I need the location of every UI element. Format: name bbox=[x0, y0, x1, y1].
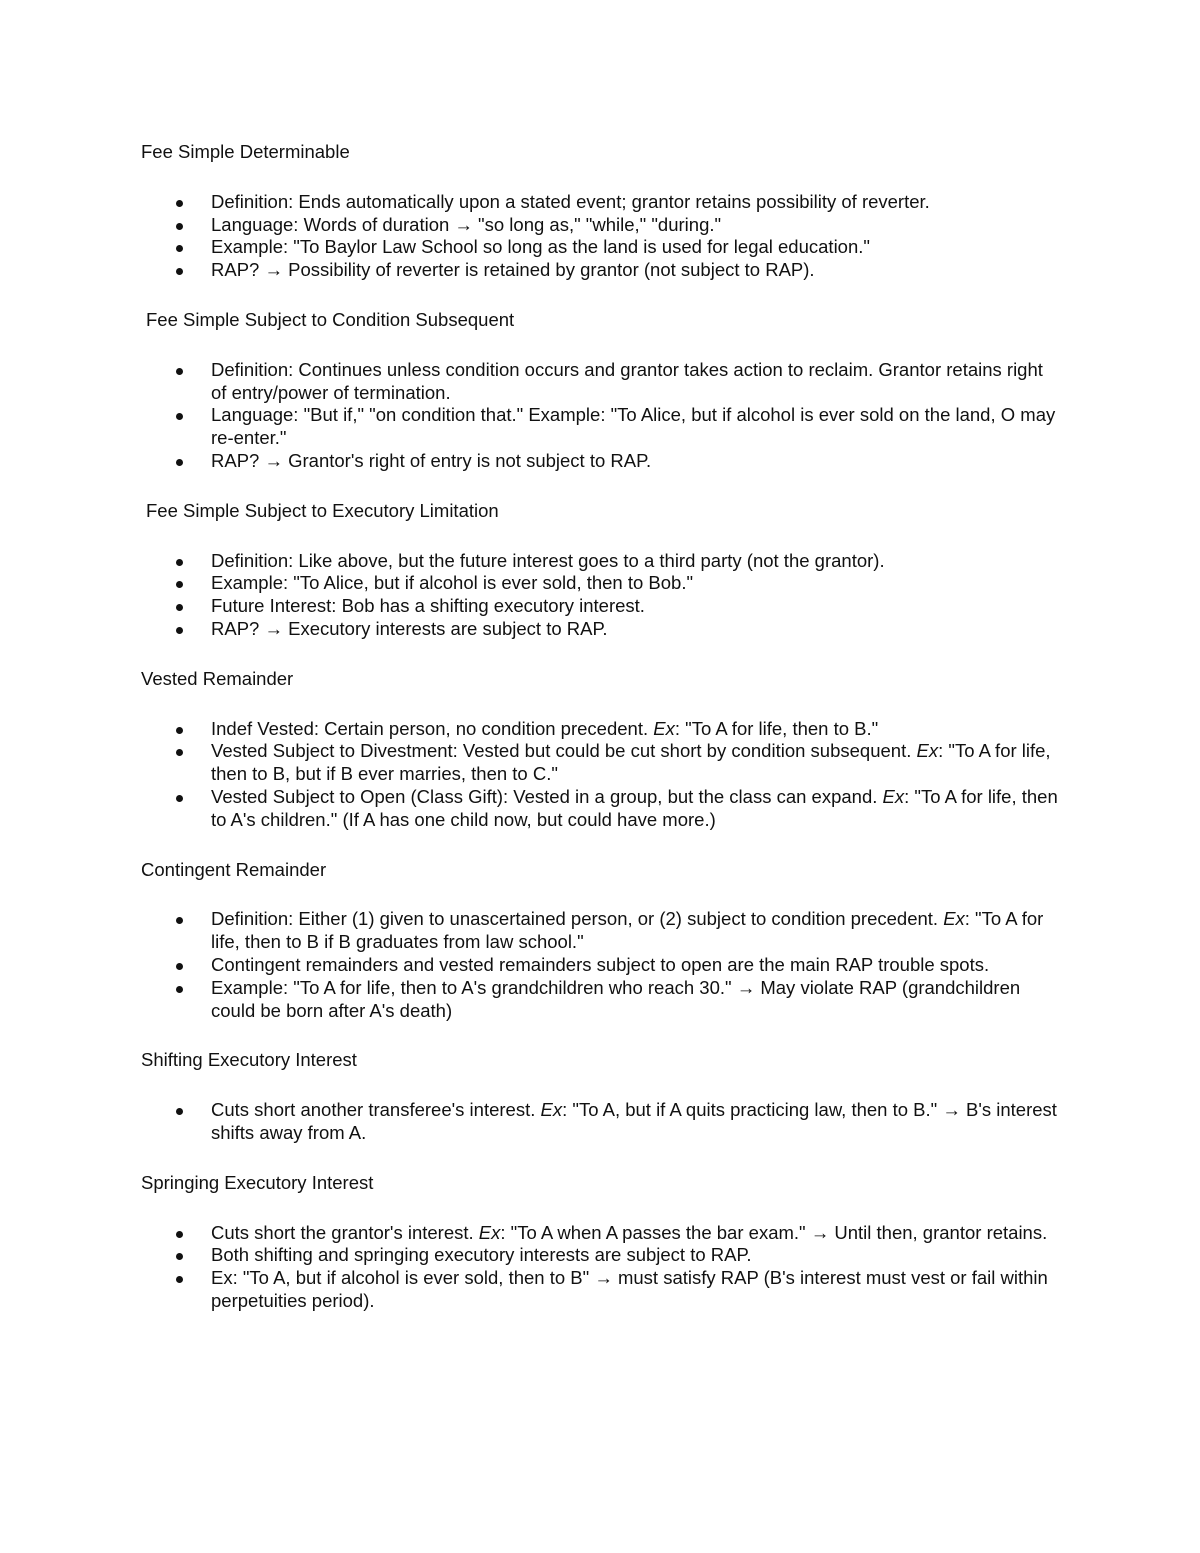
bullet-list bbox=[141, 1099, 1061, 1145]
bullet-icon bbox=[176, 917, 183, 924]
list-item-text bbox=[211, 618, 1061, 641]
bullet-icon bbox=[176, 581, 183, 588]
list-item bbox=[141, 595, 1061, 618]
bullet-icon bbox=[176, 413, 183, 420]
bullet-icon bbox=[176, 749, 183, 756]
list-item-text bbox=[211, 214, 1061, 237]
list-item bbox=[141, 1222, 1061, 1245]
list-item bbox=[141, 359, 1061, 405]
italic-text: Ex bbox=[916, 740, 939, 762]
italic-text: Ex bbox=[653, 717, 675, 739]
text-segment: RAP? → Possibility of reverter is retained by grantor (not subject to RAP). bbox=[211, 259, 815, 281]
list-item-text bbox=[211, 404, 1061, 450]
list-item-text bbox=[211, 954, 1061, 977]
text-segment: Ex: "To A, but if alcohol is ever sold, then to B" → must satisfy RAP (B's interest must vest or fail within perpetuities period). bbox=[211, 1267, 1048, 1311]
list-item bbox=[141, 259, 1061, 282]
section-heading: Fee Simple Subject to Executory Limitation bbox=[146, 499, 499, 521]
list-item bbox=[141, 954, 1061, 977]
bullet-icon bbox=[176, 268, 183, 275]
list-item bbox=[141, 236, 1061, 259]
text-segment: Indef Vested: Certain person, no condition precedent. bbox=[211, 717, 654, 739]
list-item-text bbox=[211, 259, 1061, 282]
bullet-icon bbox=[176, 1276, 183, 1283]
italic-text: Ex bbox=[882, 785, 905, 807]
text-segment: Contingent remainders and vested remainders subject to open are the main RAP trouble spots. bbox=[211, 953, 990, 975]
list-item bbox=[141, 404, 1061, 450]
bullet-list bbox=[141, 191, 1061, 282]
list-item-text bbox=[211, 977, 1061, 1023]
bullet-list bbox=[141, 908, 1061, 1022]
text-segment: Example: "To Alice, but if alcohol is ever sold, then to Bob." bbox=[211, 572, 694, 594]
list-item-text bbox=[211, 1267, 1061, 1313]
list-item-text bbox=[211, 1244, 1061, 1267]
text-segment: Definition: Continues unless condition occurs and grantor takes action to reclaim. Grantor retains right of entry/power of termination. bbox=[211, 358, 1043, 403]
list-item-text bbox=[211, 236, 1061, 259]
bullet-icon bbox=[176, 245, 183, 252]
text-segment: Both shifting and springing executory interests are subject to RAP. bbox=[211, 1244, 752, 1266]
list-item-text bbox=[211, 908, 1061, 954]
list-item-text bbox=[211, 786, 1061, 832]
bullet-list bbox=[141, 1222, 1061, 1313]
list-item bbox=[141, 618, 1061, 641]
list-item bbox=[141, 1099, 1061, 1145]
list-item bbox=[141, 572, 1061, 595]
bullet-icon bbox=[176, 627, 183, 634]
text-segment: Cuts short another transferee's interest. bbox=[211, 1099, 541, 1121]
text-segment: Vested Subject to Open (Class Gift): Vested in a group, but the class can expand. bbox=[211, 785, 883, 807]
list-item bbox=[141, 908, 1061, 954]
bullet-icon bbox=[176, 459, 183, 466]
list-item bbox=[141, 450, 1061, 473]
list-item-text bbox=[211, 1099, 1061, 1145]
list-item bbox=[141, 718, 1061, 741]
bullet-icon bbox=[176, 986, 183, 993]
list-item bbox=[141, 786, 1061, 832]
document-body bbox=[141, 141, 1061, 1340]
list-item bbox=[141, 740, 1061, 786]
section-heading: Shifting Executory Interest bbox=[141, 1049, 357, 1071]
bullet-icon bbox=[176, 200, 183, 207]
list-item bbox=[141, 977, 1061, 1023]
list-item-text bbox=[211, 1222, 1061, 1245]
list-item bbox=[141, 1244, 1061, 1267]
text-segment: : "To A for life, then to B." bbox=[674, 717, 879, 739]
list-item-text bbox=[211, 550, 1061, 573]
bullet-list bbox=[141, 718, 1061, 832]
text-segment: Definition: Ends automatically upon a stated event; grantor retains possibility of reverter. bbox=[211, 190, 930, 212]
bullet-list bbox=[141, 359, 1061, 473]
section-heading: Springing Executory Interest bbox=[141, 1171, 374, 1193]
italic-text: Ex bbox=[943, 908, 965, 930]
text-segment: : "To A for life, then to B, but if B ever marries, then to C." bbox=[211, 740, 1051, 785]
text-segment: : "To A for life, then to B if B graduates from law school." bbox=[211, 908, 1044, 953]
list-item-text bbox=[211, 595, 1061, 618]
bullet-icon bbox=[176, 368, 183, 375]
bullet-icon bbox=[176, 795, 183, 802]
bullet-icon bbox=[176, 1253, 183, 1260]
text-segment: Cuts short the grantor's interest. bbox=[211, 1221, 479, 1243]
text-segment: RAP? → Grantor's right of entry is not subject to RAP. bbox=[211, 449, 652, 471]
list-item bbox=[141, 1267, 1061, 1313]
list-item-text bbox=[211, 572, 1061, 595]
text-segment: Example: "To Baylor Law School so long as the land is used for legal education." bbox=[211, 236, 870, 258]
bullet-icon bbox=[176, 559, 183, 566]
text-segment: RAP? → Executory interests are subject to RAP. bbox=[211, 617, 608, 639]
text-segment: Language: "But if," "on condition that." Example: "To Alice, but if alcohol is ever sold on the land, O may re-enter." bbox=[211, 404, 1056, 449]
bullet-list bbox=[141, 550, 1061, 641]
section-heading: Vested Remainder bbox=[141, 667, 294, 689]
section-heading: Fee Simple Subject to Condition Subsequent bbox=[146, 308, 515, 330]
bullet-icon bbox=[176, 1108, 183, 1115]
text-segment: Language: Words of duration → "so long as," "while," "during." bbox=[211, 213, 722, 235]
text-segment: Future Interest: Bob has a shifting executory interest. bbox=[211, 595, 645, 617]
text-segment: : "To A for life, then to A's children." (If A has one child now, but could have more.) bbox=[211, 785, 1058, 830]
text-segment: Vested Subject to Divestment: Vested but could be cut short by condition subsequent. bbox=[211, 740, 917, 762]
text-segment: : "To A when A passes the bar exam." → Until then, grantor retains. bbox=[500, 1221, 1048, 1243]
list-item bbox=[141, 550, 1061, 573]
list-item bbox=[141, 214, 1061, 237]
section-heading: Contingent Remainder bbox=[141, 858, 327, 880]
section-heading: Fee Simple Determinable bbox=[141, 141, 350, 162]
list-item-text bbox=[211, 359, 1061, 405]
list-item bbox=[141, 191, 1061, 214]
list-item-text bbox=[211, 450, 1061, 473]
bullet-icon bbox=[176, 727, 183, 734]
list-item-text bbox=[211, 191, 1061, 214]
italic-text: Ex bbox=[478, 1221, 501, 1243]
list-item-text bbox=[211, 740, 1061, 786]
bullet-icon bbox=[176, 223, 183, 230]
text-segment: Definition: Like above, but the future interest goes to a third party (not the grantor). bbox=[211, 549, 885, 571]
text-segment: Example: "To A for life, then to A's grandchildren who reach 30." → May violate RAP (grandchildren could be born after A's death) bbox=[211, 976, 1021, 1021]
text-segment: : "To A, but if A quits practicing law, then to B." → B's interest shifts away from A. bbox=[211, 1099, 1057, 1143]
bullet-icon bbox=[176, 963, 183, 970]
bullet-icon bbox=[176, 1231, 183, 1238]
italic-text: Ex bbox=[540, 1099, 563, 1121]
text-segment: Definition: Either (1) given to unascertained person, or (2) subject to condition precedent. bbox=[211, 908, 944, 930]
list-item-text bbox=[211, 718, 1061, 741]
bullet-icon bbox=[176, 604, 183, 611]
